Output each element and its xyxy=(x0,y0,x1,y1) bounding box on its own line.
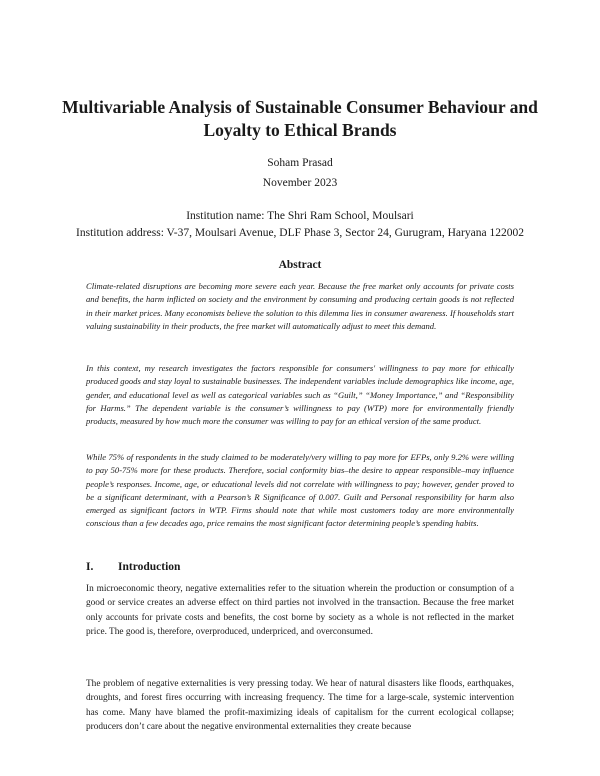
paper-date: November 2023 xyxy=(262,177,338,189)
abstract-paragraph-1: Climate-related disruptions are becoming more severe each year. Because the free market only accounts for private costs and benefits, the harm inflicted on society and the environment by consuming and producing certain goods is not reflected in their market prices. Many economists believe the solution to this dilemma lies in consumer awareness. If households start valuing sustainability in their products, the free market will automatically adjust to meet this demand. xyxy=(86,281,514,331)
section-heading-introduction xyxy=(86,561,180,573)
paper-title: Multivariable Analysis of Sustainable Consumer Behaviour and Loyalty to Ethical Brands xyxy=(62,97,538,140)
author-name: Soham Prasad xyxy=(267,157,333,169)
section-title: Introduction xyxy=(118,561,181,573)
abstract-paragraph-2: In this context, my research investigates the factors responsible for consumers' willingness to pay more for ethically produced goods and stay loyal to sustainable businesses. The independent variables include demographics like income, age, gender, and educational level as well as categorical variables such as “Guilt,” “Money Importance,” and “Responsibility for Harms.” The dependent variable is the consumer’s willingness to pay (WTP) more for environmentally friendly products, measured by how much more the consumer was willing to pay for an ethical version of the same product. xyxy=(86,363,514,427)
abstract-heading: Abstract xyxy=(278,259,322,271)
intro-paragraph-1: In microeconomic theory, negative externalities refer to the situation wherein the production or consumption of a good or service creates an adverse effect on third parties not involved in the transaction. Because the free market only accounts for private costs and benefits, the cost borne by society as a whole is not reflected in the market price. The good is, therefore, overproduced, underpriced, and overconsumed. xyxy=(86,584,514,637)
intro-paragraph-2: The problem of negative externalities is very pressing today. We hear of natural disasters like floods, earthquakes, droughts, and forest fires occurring with increasing frequency. The time for a large-scale, systemic intervention has come. Many have blamed the profit-maximizing ideals of capitalism for the current ecological collapse; producers don’t care about the negative environmental externalities they create because xyxy=(86,679,514,732)
institution-address: Institution address: V-37, Moulsari Avenue, DLF Phase 3, Sector 24, Gurugram, Haryana 122002 xyxy=(76,227,524,239)
institution-name: Institution name: The Shri Ram School, Moulsari xyxy=(186,210,414,222)
abstract-paragraph-3: While 75% of respondents in the study claimed to be moderately/very willing to pay more for EFPs, only 9.2% were willing to pay 50-75% more for these products. Therefore, social conformity bias–the desire to appear responsible–may influence people’s responses. Income, age, or educational levels did not correlate with willingness to pay; however, gender proved to be a significant determinant, with a Pearson’s R Significance of 0.007. Guilt and Personal responsibility for harm also emerged as significant factors in WTP. Firms should note that while most customers today are more environmentally conscious than a few decades ago, price remains the most significant factor determining people’s spending habits. xyxy=(86,452,514,529)
section-number: I. xyxy=(86,561,94,573)
